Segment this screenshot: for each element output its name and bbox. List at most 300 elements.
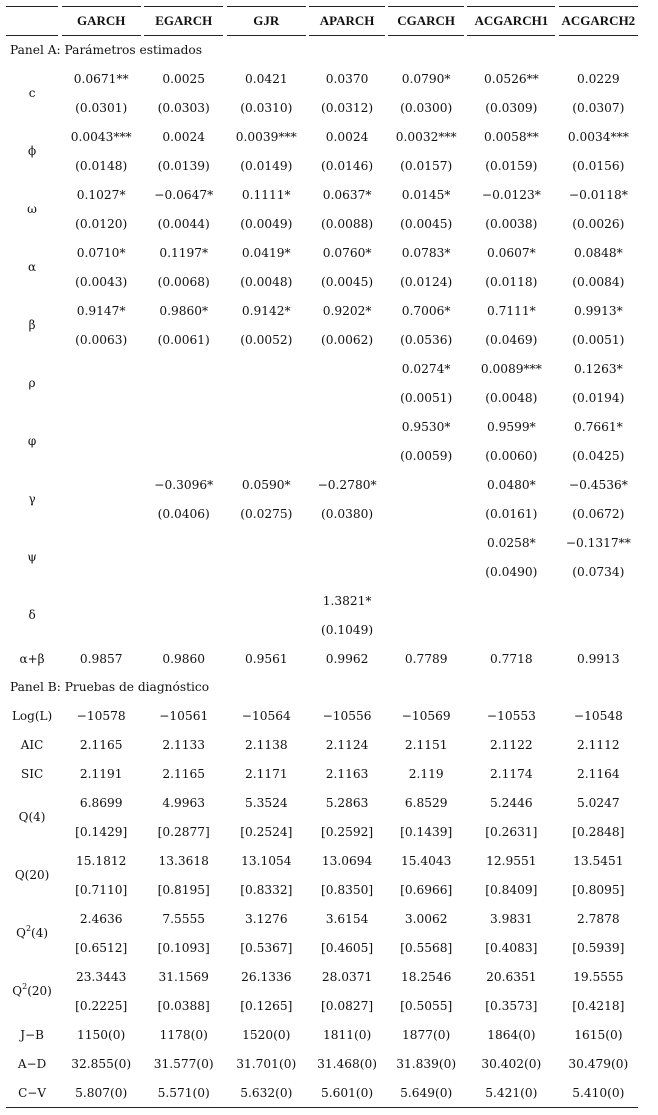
q-stat-label <box>6 846 58 904</box>
normality-cell: 5.601(0) <box>309 1078 385 1108</box>
estimate-cell: 0.0637* <box>322 187 372 202</box>
diagnostic-cell: 2.1122 <box>490 737 533 752</box>
estimate-cell: 0.0229 <box>577 71 620 86</box>
stderr-cell: (0.0139) <box>157 158 210 173</box>
diagnostic-cell: 2.1163 <box>325 766 369 781</box>
persistence-cell: 0.9913 <box>577 651 620 666</box>
stderr-cell: (0.0124) <box>400 274 453 289</box>
estimate-cell: 0.7661* <box>573 419 623 434</box>
normality-cell: 30.479(0) <box>568 1056 629 1071</box>
estimate-cell: −0.0118* <box>568 187 628 202</box>
estimate-cell: 0.9142* <box>241 303 291 318</box>
stderr-cell: (0.0049) <box>240 216 293 231</box>
q-stat-row <box>6 962 638 991</box>
diagnostic-cell: 2.1165 <box>162 766 206 781</box>
p-value-cell: [0.2592] <box>321 824 374 839</box>
estimate-cell: −0.1317** <box>565 535 631 550</box>
normality-cell: 5.649(0) <box>388 1078 464 1108</box>
normality-cell: 1615(0) <box>574 1027 623 1042</box>
estimate-cell <box>62 528 141 557</box>
estimate-cell <box>144 412 223 441</box>
p-value-cell: [0.2524] <box>240 824 293 839</box>
estimate-cell: 0.9202* <box>322 303 372 318</box>
p-value-row <box>6 933 638 962</box>
diagnostic-cell: 2.1171 <box>244 766 288 781</box>
q-stat-label <box>6 904 58 962</box>
stderr-cell: (0.0161) <box>485 506 538 521</box>
estimate-cell: 0.0370 <box>325 71 369 86</box>
q-label-superscript: 2 <box>25 924 32 933</box>
estimate-cell <box>144 354 223 383</box>
stderr-cell: (0.0672) <box>572 506 625 521</box>
stderr-cell: (0.0062) <box>321 332 374 347</box>
diagnostic-cell: −10578 <box>76 708 126 723</box>
estimate-cell: 0.0848* <box>573 245 623 260</box>
stderr-cell: (0.0275) <box>240 506 293 521</box>
stderr-cell <box>309 441 385 470</box>
estimate-cell <box>62 586 141 615</box>
stderr-cell: (0.0084) <box>572 274 625 289</box>
estimate-cell: 0.1027* <box>76 187 126 202</box>
stderr-cell: (0.0425) <box>572 448 625 463</box>
stderr-cell: (0.0063) <box>75 332 128 347</box>
normality-cell: 32.855(0) <box>71 1056 132 1071</box>
normality-cell: 5.410(0) <box>559 1078 638 1108</box>
estimate-cell: 0.1111* <box>241 187 291 202</box>
param-row <box>6 470 638 499</box>
q-label-lag: (20) <box>27 984 52 998</box>
p-value-cell: [0.5367] <box>240 940 293 955</box>
diagnostic-cell: 2.1164 <box>577 766 620 781</box>
normality-cell: 30.402(0) <box>481 1056 542 1071</box>
diagnostic-row <box>6 759 638 788</box>
q-stat-cell: 3.0062 <box>404 911 448 926</box>
stderr-cell: (0.0048) <box>240 274 293 289</box>
normality-cell: 1864(0) <box>487 1027 536 1042</box>
q-stat-cell: 18.2546 <box>400 969 452 984</box>
estimate-cell: 0.0024 <box>162 129 206 144</box>
estimate-cell: 0.7111* <box>486 303 536 318</box>
param-row <box>6 354 638 383</box>
garch-results-table <box>6 6 638 1108</box>
stderr-cell: (0.0490) <box>485 564 538 579</box>
stderr-cell: (0.0045) <box>321 274 374 289</box>
p-value-cell: [0.6966] <box>400 882 453 897</box>
stderr-cell: (0.0312) <box>321 100 374 115</box>
q-stat-row <box>6 788 638 817</box>
q-stat-cell: 3.1276 <box>244 911 288 926</box>
stderr-cell <box>559 615 638 644</box>
diagnostic-label: Log(L) <box>11 708 53 723</box>
estimate-cell: −0.4536* <box>568 477 628 492</box>
persistence-label: α+β <box>19 651 45 666</box>
q-stat-cell: 15.1812 <box>75 853 127 868</box>
estimate-cell: 0.0039*** <box>235 129 297 144</box>
q-stat-cell: 13.3618 <box>158 853 209 868</box>
stderr-cell: (0.0045) <box>400 216 453 231</box>
estimate-cell <box>309 354 385 383</box>
estimate-cell: 0.0526** <box>483 71 539 86</box>
stderr-cell <box>388 557 464 586</box>
estimate-cell: 0.0025 <box>162 71 206 86</box>
estimate-cell: 0.0790* <box>401 71 451 86</box>
param-row <box>6 528 638 557</box>
stderr-cell <box>144 441 223 470</box>
param-row <box>6 238 638 267</box>
estimate-cell <box>388 470 464 499</box>
q-stat-label <box>6 962 58 1020</box>
q-label-base: Q <box>16 926 26 940</box>
p-value-cell: [0.8095] <box>572 882 625 897</box>
diagnostic-label: SIC <box>20 766 44 781</box>
estimate-cell: 0.0274* <box>401 361 451 376</box>
stderr-cell: (0.0157) <box>400 158 453 173</box>
estimate-cell: 0.0058** <box>483 129 539 144</box>
estimate-cell: 0.9147* <box>76 303 126 318</box>
p-value-cell: [0.4218] <box>572 998 625 1013</box>
param-label: φ <box>27 434 37 448</box>
p-value-cell: [0.1265] <box>240 998 293 1013</box>
stderr-cell: (0.0052) <box>240 332 293 347</box>
stderr-cell <box>227 557 306 586</box>
stderr-cell <box>62 383 141 412</box>
param-label: c <box>28 86 36 100</box>
q-stat-cell: 31.1569 <box>158 969 209 984</box>
q-stat-cell: 19.5555 <box>573 969 624 984</box>
diagnostic-cell: 2.1151 <box>404 737 448 752</box>
diagnostic-cell: −10561 <box>159 708 209 723</box>
p-value-cell: [0.2877] <box>157 824 210 839</box>
q-stat-row <box>6 846 638 875</box>
stderr-cell <box>227 615 306 644</box>
column-header-gjr: GJR <box>227 6 306 36</box>
estimate-cell: 1.3821* <box>322 593 372 608</box>
column-header-acgarch1: ACGARCH1 <box>467 6 555 36</box>
q-stat-cell: 6.8529 <box>404 795 448 810</box>
column-header-aparch: APARCH <box>309 6 385 36</box>
estimate-cell: 0.0760* <box>322 245 372 260</box>
persistence-row <box>6 644 638 673</box>
estimate-cell: 0.0419* <box>241 245 291 260</box>
p-value-cell: [0.2848] <box>572 824 625 839</box>
stderr-cell: (0.0469) <box>485 332 538 347</box>
stderr-cell <box>62 615 141 644</box>
stderr-cell: (0.0051) <box>572 332 625 347</box>
q-stat-cell: 5.0247 <box>577 795 620 810</box>
p-value-cell: [0.5568] <box>400 940 453 955</box>
estimate-cell <box>309 412 385 441</box>
normality-cell: 1811(0) <box>322 1027 372 1042</box>
estimate-cell: 0.0783* <box>401 245 451 260</box>
estimate-cell <box>227 528 306 557</box>
diagnostic-cell: 2.1133 <box>162 737 206 752</box>
estimate-cell <box>62 470 141 499</box>
param-row <box>6 296 638 325</box>
estimate-cell: 0.0480* <box>486 477 536 492</box>
q-stat-cell: 15.4043 <box>400 853 452 868</box>
q-stat-cell: 2.7878 <box>577 911 620 926</box>
stderr-cell: (0.0051) <box>400 390 453 405</box>
estimate-cell: 0.9530* <box>401 419 451 434</box>
param-label: δ <box>28 608 36 622</box>
param-label: α <box>28 260 37 274</box>
param-row <box>6 122 638 151</box>
q-stat-cell: 13.0694 <box>321 853 373 868</box>
estimate-cell: 0.0607* <box>486 245 536 260</box>
normality-row <box>6 1020 638 1049</box>
normality-cell: 1150(0) <box>77 1027 126 1042</box>
stderr-cell: (0.0026) <box>572 216 625 231</box>
persistence-cell: 0.9561 <box>244 651 288 666</box>
estimate-cell: 0.0032*** <box>395 129 457 144</box>
p-value-cell: [0.6512] <box>75 940 128 955</box>
persistence-cell: 0.9962 <box>325 651 369 666</box>
p-value-row <box>6 817 638 846</box>
stderr-cell: (0.0061) <box>157 332 210 347</box>
p-value-cell: [0.1429] <box>75 824 128 839</box>
diagnostic-cell: −10556 <box>322 708 372 723</box>
stderr-cell: (0.0309) <box>485 100 538 115</box>
p-value-cell: [0.3573] <box>485 998 538 1013</box>
stderr-cell <box>227 441 306 470</box>
stderr-cell: (0.0310) <box>240 100 293 115</box>
q-stat-cell: 20.6351 <box>486 969 537 984</box>
p-value-cell: [0.2225] <box>75 998 128 1013</box>
estimate-cell: 0.7006* <box>401 303 451 318</box>
p-value-cell: [0.8195] <box>157 882 210 897</box>
normality-cell: 5.421(0) <box>467 1078 555 1108</box>
q-stat-cell: 7.5555 <box>162 911 206 926</box>
diagnostic-cell: −10564 <box>241 708 291 723</box>
normality-label: C−V <box>6 1078 58 1108</box>
stderr-row <box>6 151 638 180</box>
p-value-cell: [0.0827] <box>321 998 374 1013</box>
normality-cell: 31.468(0) <box>317 1056 378 1071</box>
normality-cell: 31.701(0) <box>236 1056 297 1071</box>
param-label: ω <box>27 202 37 216</box>
estimate-cell: −0.0647* <box>154 187 214 202</box>
q-stat-cell: 26.1336 <box>241 969 292 984</box>
p-value-cell: [0.8332] <box>240 882 293 897</box>
estimate-cell: 0.0710* <box>76 245 126 260</box>
diagnostic-cell: 2.1138 <box>244 737 288 752</box>
normality-cell: 1877(0) <box>402 1027 451 1042</box>
estimate-cell: 0.0024 <box>325 129 369 144</box>
normality-cell: 1178(0) <box>159 1027 208 1042</box>
normality-cell: 31.577(0) <box>153 1056 214 1071</box>
estimate-cell: 0.9860* <box>159 303 209 318</box>
p-value-cell: [0.4605] <box>321 940 374 955</box>
stderr-cell: (0.0120) <box>75 216 128 231</box>
persistence-cell: 0.7789 <box>404 651 448 666</box>
stderr-row <box>6 383 638 412</box>
estimate-cell: 0.0034*** <box>567 129 629 144</box>
p-value-cell: [0.8409] <box>485 882 538 897</box>
q-stat-cell: 13.1054 <box>241 853 292 868</box>
p-value-cell: [0.0388] <box>157 998 210 1013</box>
stderr-cell: (0.0159) <box>485 158 538 173</box>
stderr-cell: (0.0301) <box>75 100 128 115</box>
diagnostic-cell: 2.1174 <box>490 766 533 781</box>
stderr-cell: (0.0734) <box>572 564 625 579</box>
stderr-row <box>6 615 638 644</box>
estimate-cell <box>227 412 306 441</box>
stderr-cell <box>388 615 464 644</box>
stderr-cell: (0.0146) <box>321 158 374 173</box>
p-value-cell: [0.5939] <box>572 940 625 955</box>
estimate-cell: −0.0123* <box>481 187 541 202</box>
panel-b <box>6 673 638 701</box>
stderr-cell: (0.0156) <box>572 158 625 173</box>
normality-cell: 5.807(0) <box>62 1078 141 1108</box>
diagnostic-cell: 2.1191 <box>79 766 123 781</box>
param-label: β <box>28 318 36 332</box>
normality-row <box>6 1049 638 1078</box>
normality-label: J−B <box>20 1027 44 1042</box>
stderr-cell <box>62 441 141 470</box>
estimate-cell: 0.0089*** <box>480 361 542 376</box>
estimate-cell: −0.3096* <box>154 477 214 492</box>
stderr-cell: (0.0088) <box>321 216 374 231</box>
param-label: ψ <box>27 550 37 564</box>
diagnostic-cell: −10553 <box>486 708 536 723</box>
q-stat-cell: 13.5451 <box>573 853 624 868</box>
q-label-base: Q <box>12 984 23 998</box>
diagnostic-row <box>6 701 638 730</box>
estimate-cell: 0.0043*** <box>70 129 132 144</box>
q-stat-cell: 3.9831 <box>490 911 533 926</box>
q-stat-cell: 2.4636 <box>79 911 123 926</box>
diagnostic-cell: 2.1165 <box>79 737 123 752</box>
q-stat-row <box>6 904 638 933</box>
q-label-base: Q(4) <box>18 810 46 824</box>
stderr-cell <box>62 557 141 586</box>
stderr-cell <box>227 383 306 412</box>
normality-row <box>6 1078 638 1108</box>
p-value-cell: [0.4083] <box>485 940 538 955</box>
stderr-row <box>6 209 638 238</box>
stderr-cell: (0.0043) <box>75 274 128 289</box>
diagnostic-label: AIC <box>20 737 44 752</box>
diagnostic-cell: 2.1124 <box>325 737 369 752</box>
param-label: ρ <box>28 376 36 390</box>
panel-a <box>6 36 638 64</box>
estimate-cell: −0.2780* <box>317 477 377 492</box>
column-header-garch: GARCH <box>62 6 141 36</box>
q-stat-cell: 4.9963 <box>162 795 206 810</box>
stderr-cell: (0.0068) <box>157 274 210 289</box>
stderr-row <box>6 499 638 528</box>
column-header-acgarch2: ACGARCH2 <box>559 6 638 36</box>
q-stat-cell: 28.0371 <box>321 969 373 984</box>
normality-cell: 31.839(0) <box>396 1056 457 1071</box>
param-row <box>6 586 638 615</box>
stderr-cell <box>144 615 223 644</box>
p-value-cell: [0.5055] <box>400 998 453 1013</box>
header-row <box>6 6 638 36</box>
estimate-cell: 0.0258* <box>486 535 536 550</box>
estimate-cell: 0.9913* <box>573 303 623 318</box>
estimate-cell: 0.0671** <box>73 71 129 86</box>
param-row <box>6 412 638 441</box>
p-value-cell: [0.1439] <box>400 824 453 839</box>
estimate-cell <box>467 586 555 615</box>
q-stat-cell: 23.3443 <box>75 969 127 984</box>
stderr-cell: (0.0406) <box>157 506 210 521</box>
stderr-cell: (0.0307) <box>572 100 625 115</box>
stderr-cell: (0.0536) <box>400 332 453 347</box>
stderr-cell <box>388 499 464 528</box>
stderr-cell <box>309 383 385 412</box>
p-value-cell: [0.2631] <box>485 824 538 839</box>
column-header-egarch: EGARCH <box>144 6 223 36</box>
table-body <box>6 36 638 1108</box>
stderr-row <box>6 93 638 122</box>
stderr-cell <box>467 615 555 644</box>
stderr-cell <box>144 383 223 412</box>
q-stat-label <box>6 788 58 846</box>
estimate-cell <box>309 528 385 557</box>
stderr-cell: (0.0194) <box>572 390 625 405</box>
estimate-cell <box>62 412 141 441</box>
param-row <box>6 64 638 93</box>
p-value-cell: [0.8350] <box>321 882 374 897</box>
q-stat-cell: 5.2863 <box>325 795 369 810</box>
stderr-cell: (0.0059) <box>400 448 453 463</box>
stderr-cell: (0.0044) <box>157 216 210 231</box>
estimate-cell <box>144 528 223 557</box>
estimate-cell: 0.1263* <box>573 361 623 376</box>
estimate-cell <box>144 586 223 615</box>
stderr-cell: (0.0303) <box>157 100 210 115</box>
param-label: γ <box>28 492 36 506</box>
q-stat-cell: 3.6154 <box>325 911 369 926</box>
normality-cell: 5.571(0) <box>144 1078 223 1108</box>
persistence-cell: 0.9857 <box>79 651 123 666</box>
p-value-row <box>6 991 638 1020</box>
stderr-cell: (0.1049) <box>321 622 374 637</box>
q-stat-cell: 5.2446 <box>490 795 533 810</box>
stderr-cell: (0.0118) <box>485 274 538 289</box>
estimate-cell <box>227 354 306 383</box>
normality-cell: 5.632(0) <box>227 1078 306 1108</box>
param-label: ϕ <box>27 144 37 158</box>
q-stat-cell: 6.8699 <box>79 795 123 810</box>
estimate-cell <box>388 586 464 615</box>
stderr-row <box>6 557 638 586</box>
diagnostic-cell: 2.1112 <box>577 737 620 752</box>
estimate-cell <box>62 354 141 383</box>
estimate-cell <box>388 528 464 557</box>
estimate-cell: 0.0145* <box>401 187 451 202</box>
stderr-cell: (0.0038) <box>485 216 538 231</box>
stderr-cell <box>309 557 385 586</box>
diagnostic-cell: −10569 <box>401 708 451 723</box>
p-value-row <box>6 875 638 904</box>
stderr-cell <box>144 557 223 586</box>
estimate-cell: 0.0421 <box>244 71 288 86</box>
stderr-cell: (0.0148) <box>75 158 128 173</box>
normality-label: A−D <box>17 1056 47 1071</box>
stderr-cell <box>62 499 141 528</box>
param-row <box>6 180 638 209</box>
persistence-cell: 0.9860 <box>162 651 206 666</box>
q-label-superscript: 2 <box>22 982 28 991</box>
stderr-row <box>6 267 638 296</box>
diagnostic-row <box>6 730 638 759</box>
estimate-cell <box>227 586 306 615</box>
panel-b-title: Panel B: Pruebas de diagnóstico <box>10 680 210 694</box>
